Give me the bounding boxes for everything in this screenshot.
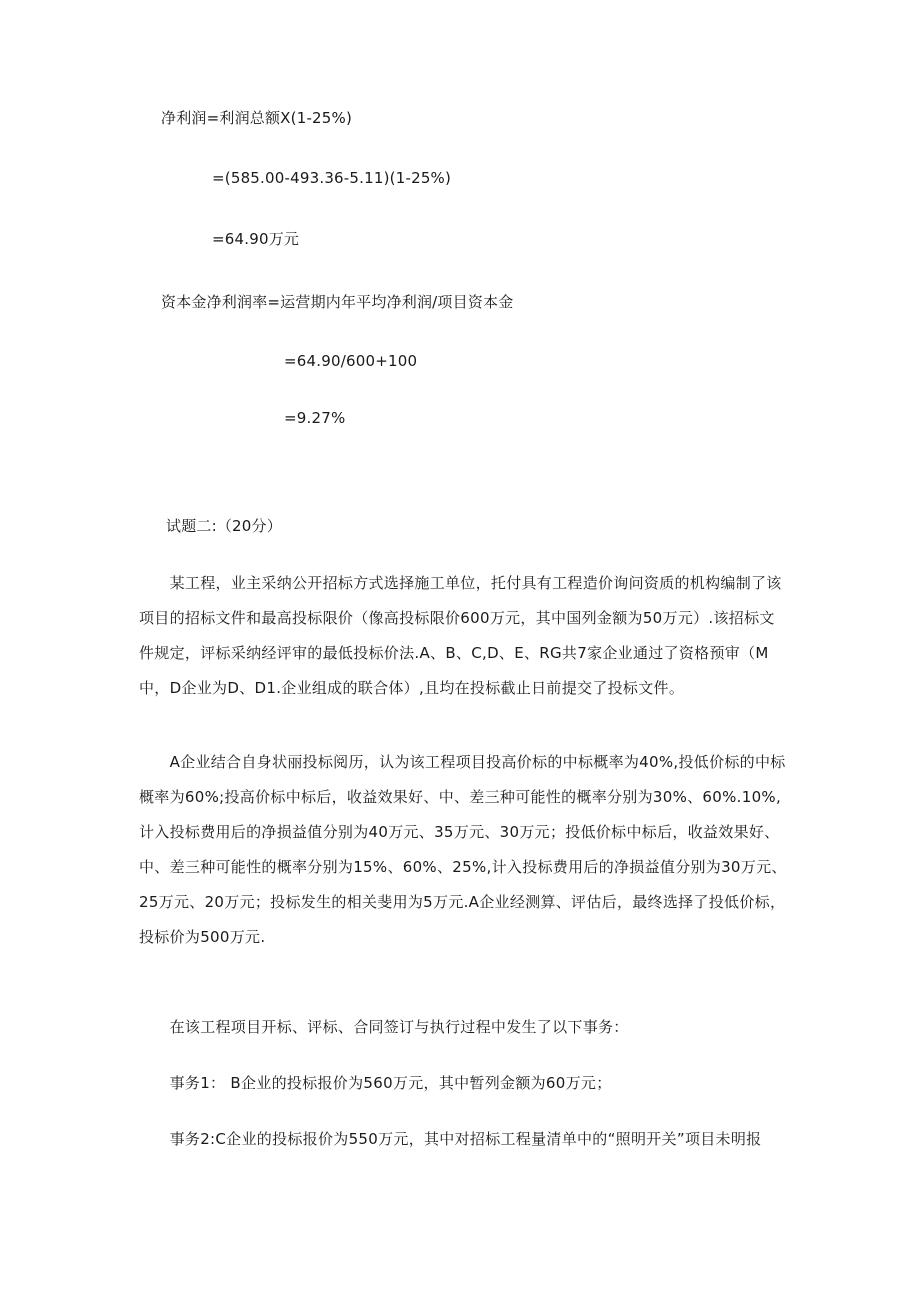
net-profit-result: =64.90万元 [212, 230, 300, 248]
question-paragraph-1 [139, 566, 789, 706]
question-paragraph-3 [139, 1010, 789, 1045]
capital-profit-rate-calculation: =64.90/600+100 [284, 352, 418, 370]
event-2 [139, 1122, 789, 1157]
net-profit-formula: 净利润=利润总额X(1-25%) [161, 109, 353, 127]
capital-profit-rate-formula: 资本金净利润率=运营期内年平均净利润/项目资本金 [161, 293, 514, 311]
net-profit-calculation: =(585.00-493.36-5.11)(1-25%) [212, 169, 452, 187]
paragraph-text: 事务2:C企业的投标报价为550万元，其中对招标工程量清单中的“照明开关”项目未明报 [139, 1130, 762, 1148]
capital-profit-rate-result: =9.27% [284, 409, 346, 427]
paragraph-text: 在该工程项目开标、评标、合同签订与执行过程中发生了以下事务： [139, 1018, 629, 1036]
paragraph-text: 事务1： B企业的投标报价为560万元，其中暂列金额为60万元； [139, 1074, 612, 1092]
paragraph-text: 某工程，业主采纳公开招标方式选择施工单位，托付具有工程造价询问资质的机构编制了该项目的招标文件和最高投标限价（像高投标限价600万元，其中国列金额为50万元）.该招标文件规定，评标采纳经评审的最低投标价法.A、B、C,D、E、RG共7家企业通过了资格预审（M中，D企业为D、D1.企业组成的联合体）,且均在投标截止日前提交了投标文件。 [139, 574, 782, 697]
event-1 [139, 1066, 789, 1101]
question-paragraph-2 [139, 745, 789, 955]
paragraph-text: A企业结合自身状丽投标阅历，认为该工程项目投高价标的中标概率为40%,投低价标的中标概率为60%;投高价标中标后，收益效果好、中、差三种可能性的概率分别为30%、60%.10%,计入投标费用后的净损益值分别为40万元、35万元、30万元；投低价标中标后，收益效果好、中、差三种可能性的概率分别为15%、60%、25%,计入投标费用后的净损益值分别为30万元、25万元、20万元；投标发生的相关斐用为5万元.A企业经测算、评估后，最终选择了投低价标，投标价为500万元. [139, 753, 787, 946]
question-heading: 试题二:（20分） [166, 517, 282, 535]
